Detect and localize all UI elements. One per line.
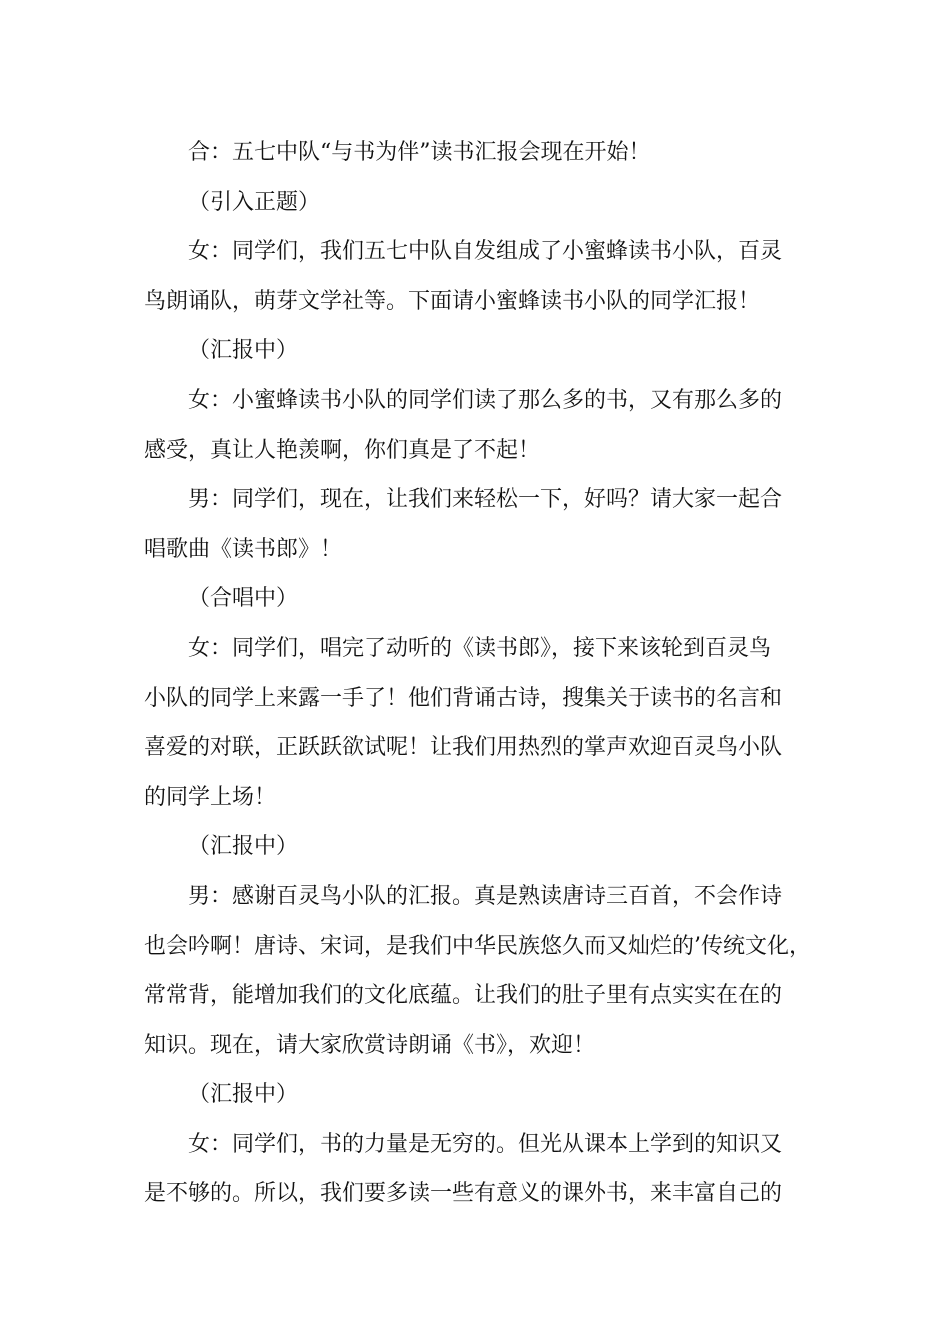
text-line: 唱歌曲《读书郎》！	[144, 536, 343, 562]
paragraph-dialogue	[144, 376, 808, 475]
text-line: （引入正题）	[188, 189, 321, 215]
text-line: 合：五七中队“与书为伴”读书汇报会现在开始！	[188, 140, 651, 165]
paragraph-stage-direction	[144, 326, 808, 376]
text-line: 知识。现在，请大家欣赏诗朗诵《书》，欢迎！	[144, 1032, 596, 1058]
text-line: （汇报中）	[188, 1082, 299, 1108]
paragraph-dialogue	[144, 872, 811, 1070]
paragraph-stage-direction	[144, 822, 808, 872]
paragraph-dialogue	[144, 475, 808, 574]
text-line: 的同学上场！	[144, 784, 277, 810]
paragraph-stage-direction	[144, 178, 808, 228]
text-line: 小队的同学上来露一手了！他们背诵古诗，搜集关于读书的名言和	[144, 685, 783, 711]
text-line: 女：同学们，唱完了动听的《读书郎》，接下来该轮到百灵鸟	[188, 635, 772, 661]
text-line: （汇报中）	[188, 834, 299, 860]
text-line: 感受，真让人艳羡啊，你们真是了不起！	[144, 437, 541, 463]
text-line: 常常背，能增加我们的文化底蕴。让我们的肚子里有点实实在在的	[144, 983, 783, 1009]
text-line: （汇报中）	[188, 338, 299, 364]
document-body	[144, 128, 811, 1219]
text-line: 喜爱的对联，正跃跃欲试呢！让我们用热烈的掌声欢迎百灵鸟小队	[144, 735, 783, 761]
text-line: 男：同学们，现在，让我们来轻松一下，好吗？请大家一起合	[188, 487, 783, 513]
paragraph-dialogue	[144, 1120, 808, 1219]
text-line: 女：小蜜蜂读书小队的同学们读了那么多的书，又有那么多的	[188, 387, 783, 413]
paragraph-opening	[144, 128, 808, 178]
paragraph-stage-direction	[144, 574, 808, 624]
text-line: 女：同学们，我们五七中队自发组成了小蜜蜂读书小队，百灵	[188, 239, 783, 265]
text-line: 鸟朗诵队，萌芽文学社等。下面请小蜜蜂读书小队的同学汇报！	[144, 288, 761, 314]
text-line: 女：同学们，书的力量是无穷的。但光从课本上学到的知识又	[188, 1131, 783, 1157]
text-line: 也会吟啊！唐诗、宋词，是我们中华民族悠久而又灿烂的’传统文化，	[144, 933, 811, 959]
text-line: 男：感谢百灵鸟小队的汇报。真是熟读唐诗三百首，不会作诗	[188, 883, 783, 909]
paragraph-dialogue	[144, 227, 808, 326]
text-line: 是不够的。所以，我们要多读一些有意义的课外书，来丰富自己的	[144, 1181, 783, 1207]
paragraph-dialogue	[144, 624, 808, 822]
paragraph-stage-direction	[144, 1070, 808, 1120]
text-line: （合唱中）	[188, 586, 299, 612]
